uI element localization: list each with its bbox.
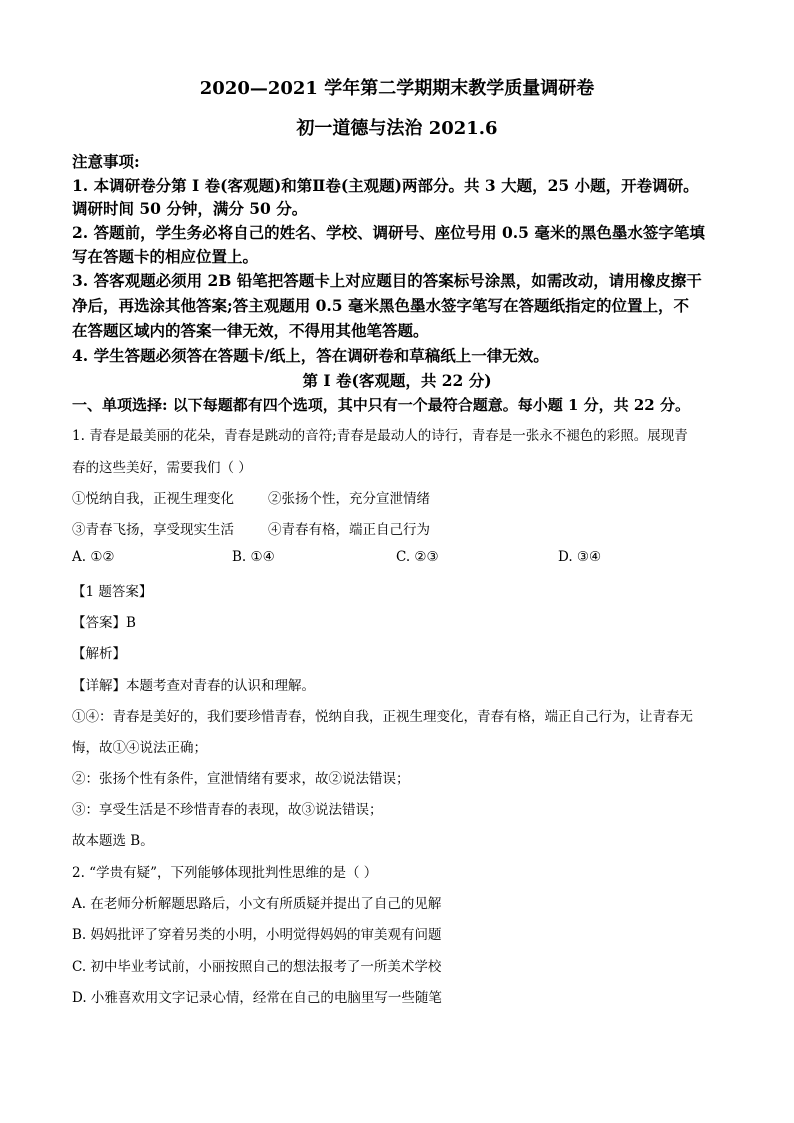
q1-conclusion: 故本题选 B。 [72,833,154,849]
notice-heading: 注意事项: [72,152,140,171]
q2-option-a: A. 在老师分析解题思路后，小文有所质疑并提出了自己的见解 [72,896,442,912]
q1-analysis-tag: 【解析】 [72,646,126,662]
q1-answer-tag: 【1 题答案】 [72,584,153,600]
notice-line: 2. 答题前，学生务必将自己的姓名、学校、调研号、座位号用 0.5 毫米的黑色墨水签字笔填 [72,223,705,242]
q1-option-a: A. ①② [72,549,115,565]
q2-stem: 2. “学贵有疑”，下列能够体现批判性思维的是（ ） [72,865,378,881]
notice-line: 3. 答客观题必须用 2B 铅笔把答题卡上对应题目的答案标号涂黑，如需改动，请用橡皮擦干 [72,271,702,290]
q2-option-c: C. 初中毕业考试前，小丽按照自己的想法报考了一所美术学校 [72,959,442,975]
q2-option-d: D. 小雅喜欢用文字记录心情，经常在自己的电脑里写一些随笔 [72,990,442,1006]
notice-line: 写在答题卡的相应位置上。 [72,247,259,266]
q1-option-d: D. ③④ [558,549,602,565]
q1-statement: ③青春飞扬，享受现实生活 [72,522,234,538]
q1-option-b: B. ①④ [232,549,275,565]
q1-option-c: C. ②③ [396,549,439,565]
q1-explanation: ③：享受生活是不珍惜青春的表现，故③说法错误； [72,802,383,818]
q1-statement: ④青春有格，端正自己行为 [268,522,430,538]
q1-statement: ①悦纳自我，正视生理变化 [72,491,234,507]
q1-stem-line2: 春的这些美好，需要我们（ ） [72,460,252,476]
q1-stem-line1: 1. 青春是最美丽的花朵，青春是跳动的音符;青春是最动人的诗行，青春是一张永不褪色的彩照。展现青 [72,428,688,444]
exam-subtitle: 初一道德与法治 2021.6 [296,118,498,139]
q1-statement: ②张扬个性，充分宣泄情绪 [268,491,430,507]
q1-explanation: ②：张扬个性有条件，宣泄情绪有要求，故②说法错误； [72,771,410,787]
part1-title: 第 I 卷(客观题，共 22 分) [302,371,492,390]
q1-detail: 【详解】本题考查对青春的认识和理解。 [72,678,315,694]
q1-explanation: ①④：青春是美好的，我们要珍惜青春，悦纳自我，正视生理变化，青春有格，端正自己行为，让青春无 [72,709,693,725]
notice-line: 4. 学生答题必须答在答题卡/纸上，答在调研卷和草稿纸上一律无效。 [72,346,549,365]
exam-title: 2020—2021 学年第二学期期末教学质量调研卷 [199,78,595,99]
q1-explanation: 悔，故①④说法正确； [72,740,207,756]
notice-line: 1. 本调研卷分第 I 卷(客观题)和第Ⅱ卷(主观题)两部分。共 3 大题，25 小题，开卷调研。 [72,176,699,195]
notice-line: 在答题区域内的答案一律无效，不得用其他笔答题。 [72,321,429,340]
q2-option-b: B. 妈妈批评了穿着另类的小明，小明觉得妈妈的审美观有问题 [72,927,442,943]
notice-line: 调研时间 50 分钟，满分 50 分。 [72,199,308,218]
section1-title: 一、单项选择: 以下每题都有四个选项，其中只有一个最符合题意。每小题 1 分，共 22 分。 [72,396,690,414]
notice-line: 净后，再选涂其他答案;答主观题用 0.5 毫米黑色墨水签字笔写在答题纸指定的位置上，不 [72,296,689,315]
q1-answer: 【答案】B [72,615,136,631]
